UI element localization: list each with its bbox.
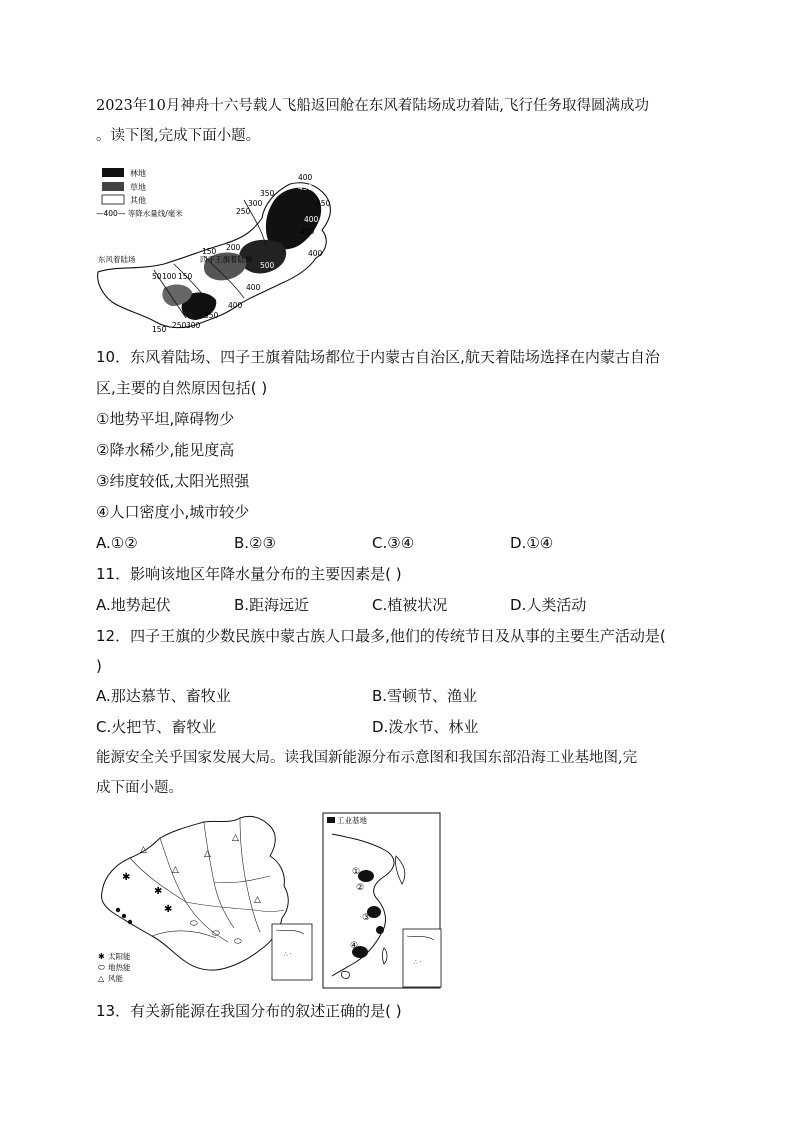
intro-line-1: 2023年10月神舟十六号载人飞船返回舱在东风着陆场成功着陆,飞行任务取得圆满成功 (96, 98, 649, 114)
legend-solar-label: 太阳能 (108, 952, 131, 961)
inner-mongolia-map (94, 160, 344, 335)
isoline-label: 300 (248, 199, 263, 208)
isoline-label: 450 (300, 227, 315, 236)
china-new-energy-map (94, 812, 316, 988)
isoline-label: 250 (236, 207, 251, 216)
q10-item-2: ②降水稀少,能见度高 (96, 441, 235, 459)
industry-base-1 (358, 870, 374, 882)
intro2-line-2: 成下面小题。 (96, 780, 183, 796)
intro-line-2: 。读下图,完成下面小题。 (96, 128, 261, 144)
wind-symbol: △ (254, 895, 261, 905)
china-outline (101, 816, 288, 970)
geothermal-dot (128, 920, 132, 924)
solar-symbol: ✱ (122, 872, 131, 883)
q11-option-d[interactable]: D.人类活动 (510, 596, 587, 614)
q10-option-a[interactable]: A.①② (96, 534, 138, 552)
q11-stem: 11．影响该地区年降水量分布的主要因素是( ) (96, 565, 402, 583)
q10-stem-line-1: 10．东风着陆场、四子王旗着陆场都位于内蒙古自治区,航天着陆场选择在内蒙古自治 (96, 348, 660, 366)
siziwang-label: 四子王旗着陆场 (200, 255, 253, 264)
q11-option-a[interactable]: A.地势起伏 (96, 596, 171, 614)
q10-option-b[interactable]: B.②③ (234, 534, 276, 552)
q10-option-c[interactable]: C.③④ (372, 534, 415, 552)
isoline-label: 450 (298, 183, 313, 192)
q12-option-b[interactable]: B.雪顿节、渔业 (372, 687, 478, 705)
legend-geothermal-icon: ⬭ (98, 963, 105, 972)
q10-item-4: ④人口密度小,城市较少 (96, 503, 250, 521)
industry-marker: ③ (362, 913, 371, 923)
isoline-label: 400 (308, 249, 323, 258)
intro2-line-1: 能源安全关乎国家发展大局。读我国新能源分布示意图和我国东部沿海工业基地图,完 (96, 750, 638, 766)
q10-stem-line-2: 区,主要的自然原因包括( ) (96, 379, 268, 397)
isoline-label: 400 (304, 215, 319, 224)
isoline-label: 450 (316, 199, 331, 208)
q13-stem: 13．有关新能源在我国分布的叙述正确的是( ) (96, 1002, 402, 1020)
q10-option-d[interactable]: D.①④ (510, 534, 554, 552)
legend-grass-label: 草地 (130, 183, 146, 192)
geothermal-dot (122, 914, 126, 918)
south-china-sea-inset-map (402, 928, 442, 988)
geothermal-symbol: ⬭ (234, 937, 242, 947)
legend-isoline-label: —400— 等降水量线/毫米 (96, 209, 183, 218)
geothermal-dot (116, 908, 120, 912)
q10-item-1: ①地势平坦,障碍物少 (96, 410, 235, 428)
isoline-label: 100 (162, 272, 177, 281)
isoline-label: 150 (152, 325, 167, 334)
legend-forest-label: 林地 (130, 169, 146, 178)
geothermal-symbol: ⬭ (190, 919, 198, 929)
legend-wind-icon: △ (98, 974, 105, 983)
solar-symbol: ✱ (164, 904, 173, 915)
isoline-label: 350 (260, 189, 275, 198)
industry-marker: ① (352, 867, 361, 877)
wind-symbol: △ (232, 833, 239, 843)
legend-industry-label: 工业基地 (337, 816, 367, 825)
legend-grass-swatch (102, 182, 124, 191)
wind-symbol: △ (140, 845, 147, 855)
isoline-label: 350 (204, 311, 219, 320)
legend-forest-swatch (102, 168, 124, 177)
isoline-label: 150 (202, 247, 217, 256)
isoline-label: 400 (246, 283, 261, 292)
legend-other-label: 其他 (130, 196, 146, 205)
inset-islands: ∴ · (414, 959, 422, 966)
isoline-label: 150 (178, 272, 193, 281)
q12-option-a[interactable]: A.那达慕节、畜牧业 (96, 687, 231, 705)
isoline-label: 300 (186, 321, 201, 330)
industry-base-4 (376, 926, 384, 934)
dongfeng-label: 东风着陆场 (98, 255, 136, 264)
q11-option-c[interactable]: C.植被状况 (372, 596, 448, 614)
isoline-label: 250 (172, 321, 187, 330)
legend-wind-label: 风能 (108, 974, 123, 983)
industry-marker: ④ (350, 941, 359, 951)
wind-symbol: △ (172, 865, 179, 875)
wind-symbol: △ (204, 849, 211, 859)
isoline-label: 500 (260, 261, 275, 270)
legend-industry-swatch (327, 817, 335, 823)
q12-option-c[interactable]: C.火把节、畜牧业 (96, 718, 217, 736)
q12-stem-line-2: ) (96, 657, 102, 675)
legend-other-swatch (102, 195, 124, 204)
isoline-label: 400 (298, 173, 313, 182)
q11-option-b[interactable]: B.距海远近 (234, 596, 310, 614)
south-china-sea-inset (272, 924, 312, 980)
q12-stem-line-1: 12．四子王旗的少数民族中蒙古族人口最多,他们的传统节日及从事的主要生产活动是( (96, 627, 666, 645)
industry-marker: ② (356, 883, 365, 893)
isoline-label: 400 (228, 301, 243, 310)
isoline-label: 50 (152, 272, 162, 281)
geothermal-symbol: ⬭ (212, 929, 220, 939)
isoline-label: 200 (226, 243, 241, 252)
inset-frame (403, 929, 441, 987)
q12-option-d[interactable]: D.泼水节、林业 (372, 718, 479, 736)
legend-geothermal-label: 地热能 (108, 963, 131, 972)
q10-item-3: ③纬度较低,太阳光照强 (96, 472, 250, 490)
inset-islands: ∴ · (284, 951, 292, 958)
solar-symbol: ✱ (154, 886, 163, 897)
legend-solar-icon: ✱ (98, 952, 105, 961)
